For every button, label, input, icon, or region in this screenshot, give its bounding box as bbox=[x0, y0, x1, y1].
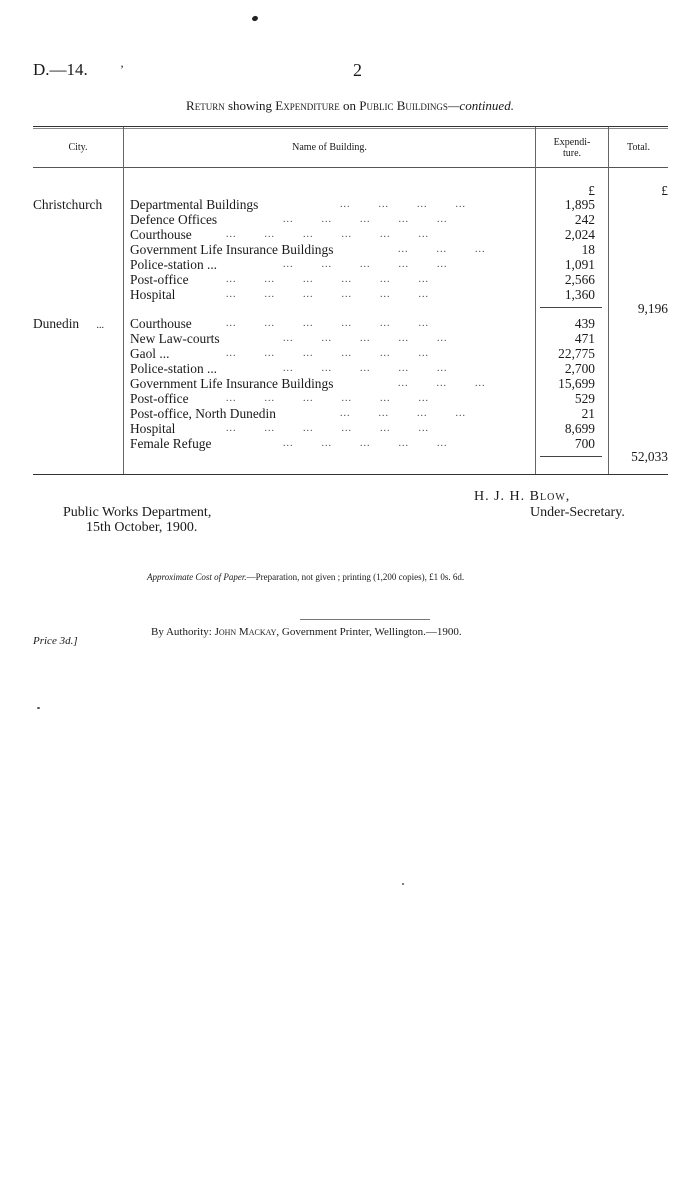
leader-dots: ... ... ... ... ... ... bbox=[226, 423, 429, 434]
stray-mark: ’ bbox=[120, 62, 124, 76]
building-name: Hospital bbox=[130, 287, 176, 302]
currency-symbol-total: £ bbox=[661, 183, 668, 198]
building-amount: 8,699 bbox=[564, 421, 595, 436]
leader-dots: ... ... ... ... ... ... bbox=[226, 274, 429, 285]
building-amount: 2,566 bbox=[564, 272, 595, 287]
building-name: Departmental Buildings bbox=[130, 197, 259, 212]
col-header-expenditure-line1: Expendi- bbox=[553, 137, 591, 148]
building-amount: 1,091 bbox=[564, 257, 595, 272]
leader-dots: ... ... ... ... ... ... bbox=[226, 289, 429, 300]
col-header-city: City. bbox=[68, 142, 88, 153]
building-amount: 22,775 bbox=[558, 346, 595, 361]
building-amount: 471 bbox=[574, 331, 595, 346]
col-divider-city bbox=[123, 127, 124, 474]
page-number: 2 bbox=[353, 60, 362, 80]
col-header-name: Name of Building. bbox=[292, 142, 367, 153]
building-amount: 2,024 bbox=[564, 227, 595, 242]
leader-dots: ... ... ... ... ... ... bbox=[226, 393, 429, 404]
title-expenditure: Expenditure bbox=[275, 98, 340, 113]
building-amount: 529 bbox=[574, 391, 595, 406]
building-amount: 242 bbox=[574, 212, 595, 227]
building-name: Police-station ... bbox=[130, 361, 218, 376]
building-amount: 1,895 bbox=[564, 197, 595, 212]
building-name: Government Life Insurance Buildings bbox=[130, 376, 334, 391]
leader-dots: ... ... ... ... ... bbox=[283, 333, 448, 344]
signatory-title: Under-Secretary. bbox=[530, 505, 625, 520]
imprint-rule bbox=[300, 619, 430, 620]
col-header-expenditure bbox=[536, 137, 608, 159]
leader-dots: ... ... ... bbox=[398, 378, 486, 389]
cost-note bbox=[147, 572, 464, 582]
cost-note-text: —Preparation, not given ; printing (1,200 copies), £1 0s. 6d. bbox=[246, 572, 465, 582]
paper-speck bbox=[37, 707, 40, 709]
col-header-expenditure-line2: ture. bbox=[562, 148, 582, 159]
leader-dots: ... ... ... ... ... bbox=[283, 214, 448, 225]
building-name: Courthouse bbox=[130, 227, 192, 242]
building-name: Post-office bbox=[130, 391, 189, 406]
table-top-rule bbox=[33, 126, 668, 127]
building-name: Courthouse bbox=[130, 316, 192, 331]
building-name: Post-office, North Dunedin bbox=[130, 406, 276, 421]
paper-speck bbox=[402, 883, 404, 885]
currency-symbol-expenditure: £ bbox=[588, 183, 595, 198]
building-name: Hospital bbox=[130, 421, 176, 436]
building-name: Female Refuge bbox=[130, 436, 212, 451]
leader-dots: ... ... ... ... ... ... bbox=[226, 348, 429, 359]
building-name: Police-station ... bbox=[130, 257, 218, 272]
leader-dots: ... ... ... ... ... bbox=[283, 363, 448, 374]
building-amount: 2,700 bbox=[564, 361, 595, 376]
building-name: New Law-courts bbox=[130, 331, 220, 346]
header-bottom-rule bbox=[33, 167, 668, 168]
title-continued: —continued. bbox=[447, 98, 514, 113]
cost-note-label: Approximate Cost of Paper. bbox=[147, 572, 247, 582]
table-title bbox=[0, 98, 700, 114]
title-showing: showing bbox=[224, 98, 276, 113]
leader-dots: ... ... ... ... ... bbox=[283, 438, 448, 449]
table-bottom-rule bbox=[33, 474, 668, 475]
leader-dots: ... ... ... ... bbox=[340, 408, 466, 419]
authority-prefix: By Authority: bbox=[151, 626, 215, 638]
signatory-name: H. J. H. Blow, bbox=[474, 489, 571, 504]
authority-suffix: , Government Printer, Wellington.—1900. bbox=[276, 626, 462, 638]
building-name: Government Life Insurance Buildings bbox=[130, 242, 334, 257]
group-total-dunedin: 52,033 bbox=[631, 449, 668, 464]
group-total-christchurch: 9,196 bbox=[637, 301, 668, 316]
city-dunedin-name: Dunedin bbox=[33, 316, 80, 331]
table-top-rule-2 bbox=[33, 128, 668, 129]
col-header-total: Total. bbox=[627, 142, 650, 153]
building-amount: 15,699 bbox=[558, 376, 595, 391]
building-name: Defence Offices bbox=[130, 212, 218, 227]
leader-dots: ... ... ... bbox=[398, 244, 486, 255]
ink-blot bbox=[251, 15, 258, 22]
title-on: on bbox=[339, 98, 360, 113]
title-return: Return bbox=[186, 98, 225, 113]
building-amount: 1,360 bbox=[564, 287, 595, 302]
leader-dots: ... ... ... ... ... ... bbox=[226, 318, 429, 329]
title-public-buildings: Public Buildings bbox=[359, 98, 448, 113]
price-note: Price 3d.] bbox=[33, 635, 78, 647]
building-name: Post-office bbox=[130, 272, 189, 287]
printer-imprint bbox=[151, 626, 462, 638]
leader-dots: ... ... ... ... ... bbox=[283, 259, 448, 270]
city-dunedin-dots: ... bbox=[96, 320, 104, 331]
department-name: Public Works Department, bbox=[63, 505, 212, 520]
building-amount: 18 bbox=[581, 242, 595, 257]
department-date: 15th October, 1900. bbox=[86, 520, 198, 535]
building-name: Gaol ... bbox=[130, 346, 170, 361]
city-dunedin bbox=[33, 316, 104, 332]
leader-dots: ... ... ... ... bbox=[340, 199, 466, 210]
authority-printer: John Mackay bbox=[214, 626, 277, 638]
leader-dots: ... ... ... ... ... ... bbox=[226, 229, 429, 240]
building-amount: 439 bbox=[574, 316, 595, 331]
document-reference: D.—14. bbox=[33, 60, 88, 79]
city-christchurch: Christchurch bbox=[33, 197, 103, 212]
building-amount: 21 bbox=[581, 406, 595, 421]
building-amount: 700 bbox=[574, 436, 595, 451]
